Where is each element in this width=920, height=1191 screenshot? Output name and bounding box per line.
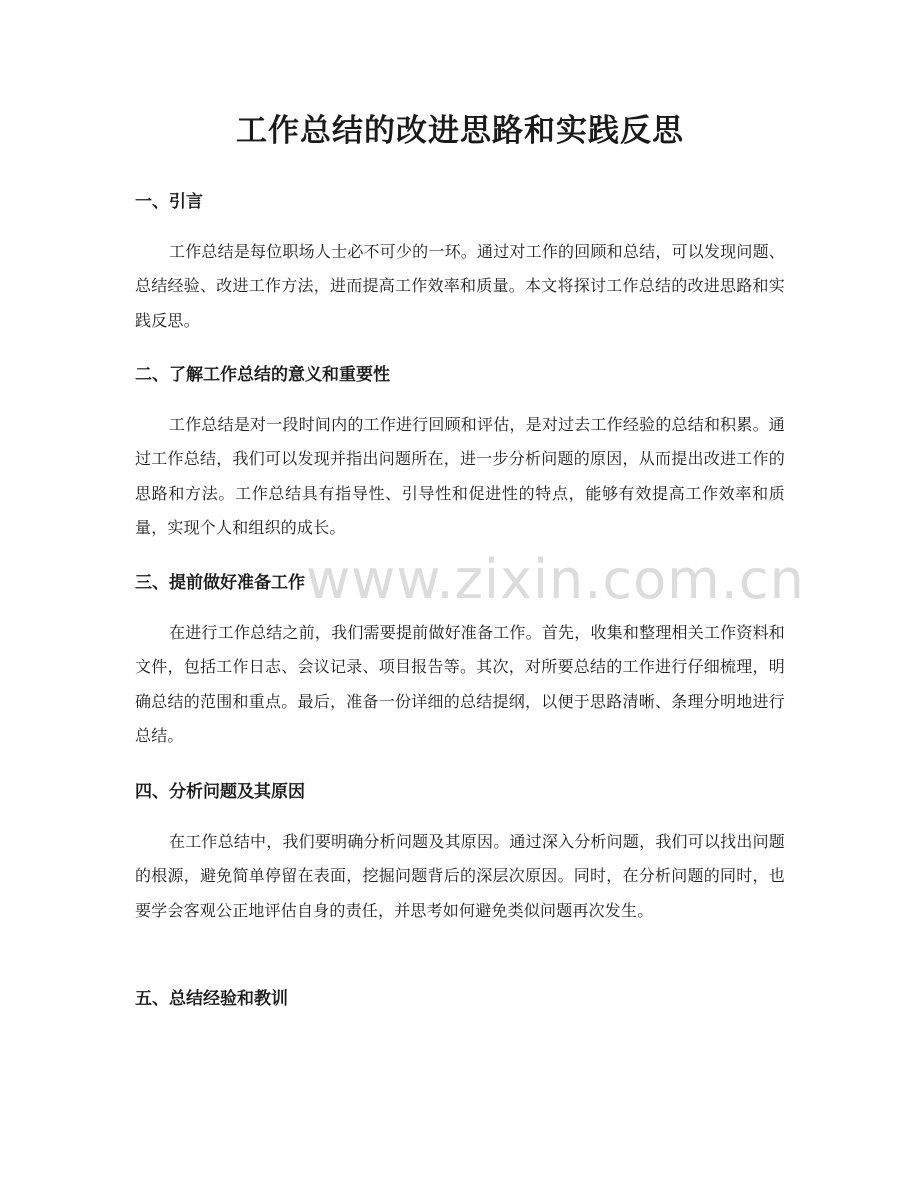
section-preparation [135,570,785,753]
section-significance [135,362,785,545]
section-analysis [135,779,785,928]
section-introduction [135,189,785,338]
section-paragraph: 工作总结是每位职场人士必不可少的一环。通过对工作的回顾和总结，可以发现问题、总结经验、改进工作方法，进而提高工作效率和质量。本文将探讨工作总结的改进思路和实践反思。 [135,242,785,330]
section-heading: 五、总结经验和教训 [135,989,288,1009]
section-paragraph: 在工作总结中，我们要明确分析问题及其原因。通过深入分析问题，我们可以找出问题的根源，避免简单停留在表面，挖掘问题背后的深层次原因。同时，在分析问题的同时，也要学会客观公正地评估自身的责任，并思考如何避免类似问题再次发生。 [135,832,785,920]
section-paragraph: 在进行工作总结之前，我们需要提前做好准备工作。首先，收集和整理相关工作资料和文件，包括工作日志、会议记录、项目报告等。其次，对所要总结的工作进行仔细梳理，明确总结的范围和重点。最后，准备一份详细的总结提纲，以便于思路清晰、条理分明地进行总结。 [135,623,785,745]
section-heading: 四、分析问题及其原因 [135,782,305,802]
section-lessons [135,986,785,1012]
document-title: 工作总结的改进思路和实践反思 [236,113,684,149]
section-heading: 三、提前做好准备工作 [135,573,305,593]
section-heading: 一、引言 [135,192,203,212]
section-paragraph: 工作总结是对一段时间内的工作进行回顾和评估，是对过去工作经验的总结和积累。通过工作总结，我们可以发现并指出问题所在，进一步分析问题的原因，从而提出改进工作的思路和方法。工作总结具有指导性、引导性和促进性的特点，能够有效提高工作效率和质量，实现个人和组织的成长。 [135,415,785,537]
watermark: www.zixin.com.cn [306,548,805,611]
section-heading: 二、了解工作总结的意义和重要性 [135,365,390,385]
